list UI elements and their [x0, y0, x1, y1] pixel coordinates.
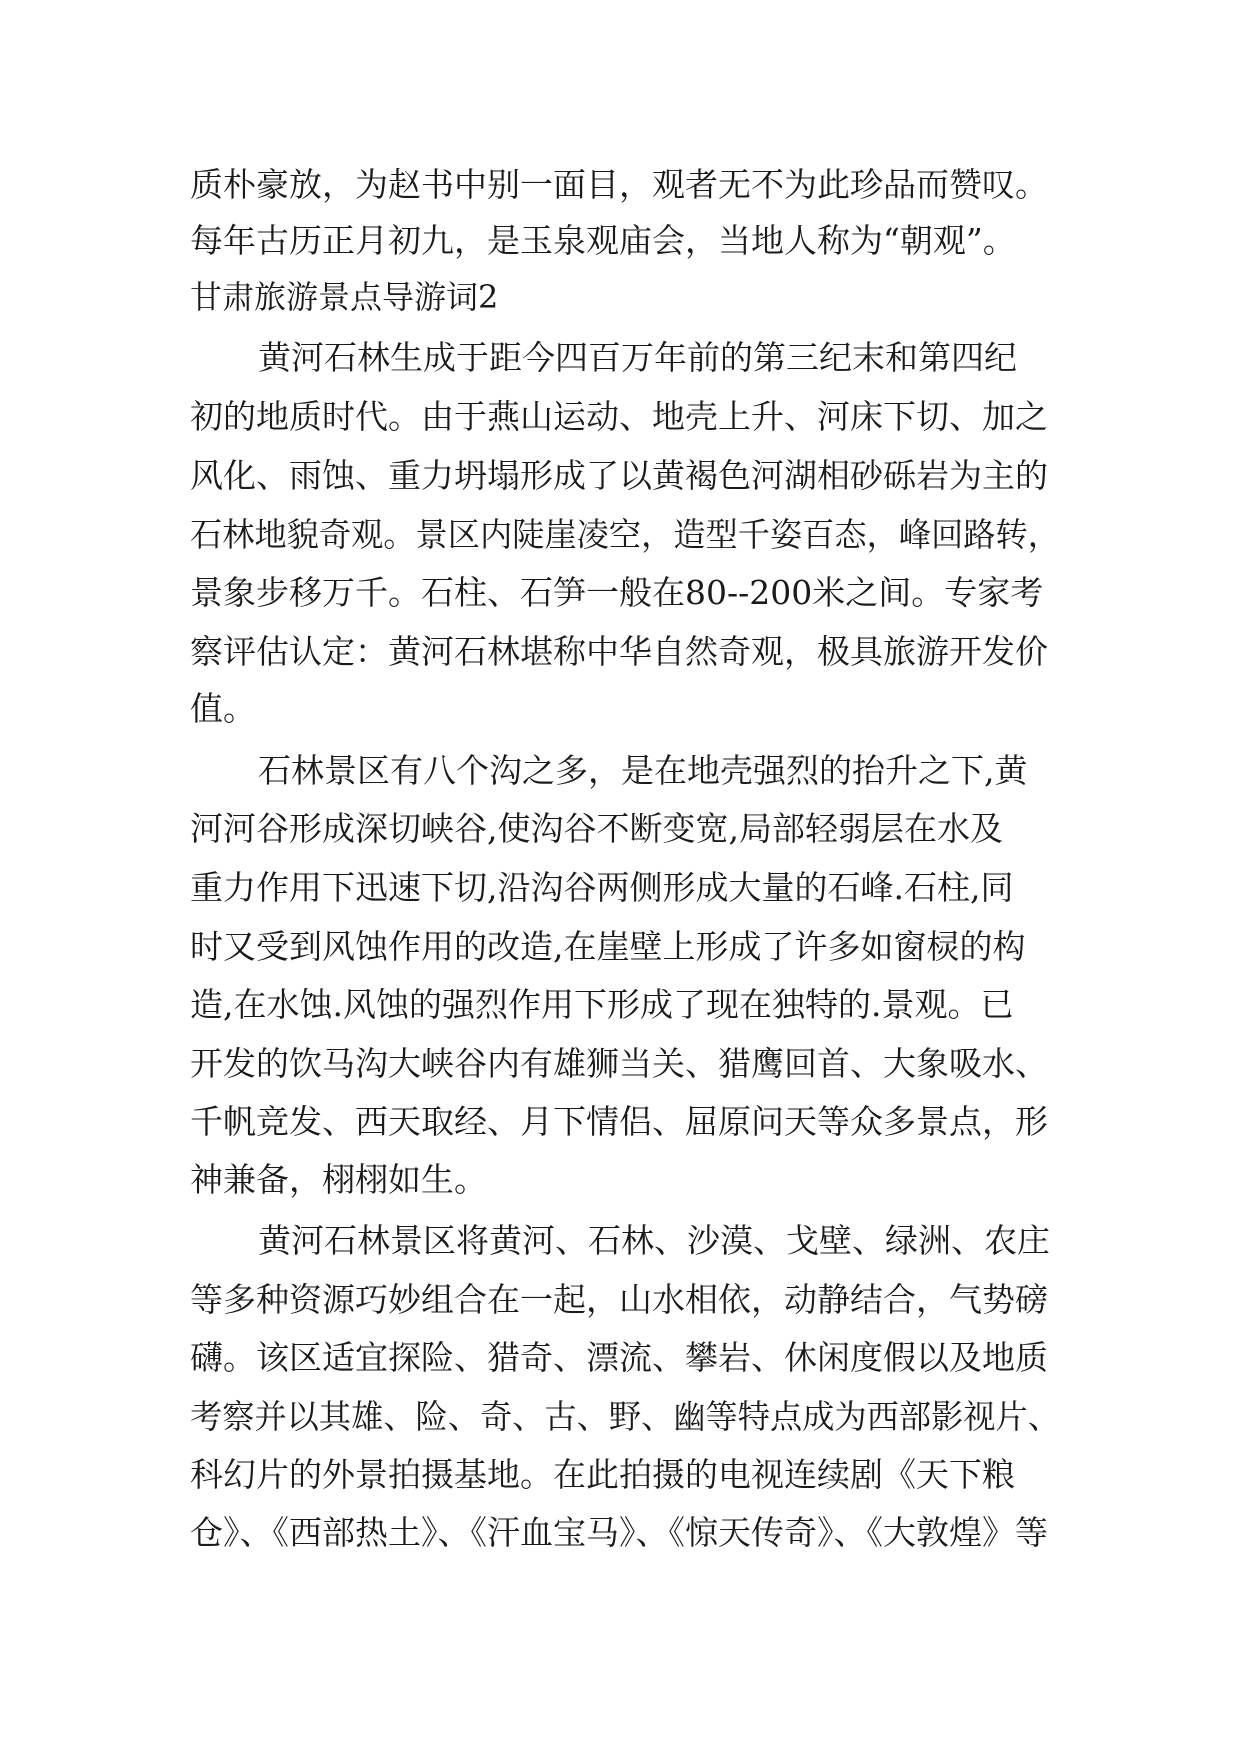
- paragraph-first-line: 石林景区有八个沟之多，是在地壳强烈的抬升之下,黄: [258, 751, 1028, 790]
- text-line: 景象步移万千。石柱、石笋一般在80--200米之间。专家考: [190, 573, 1044, 612]
- text-line: 仓》、《西部热土》、《汗血宝马》、《惊天传奇》、《大敦煌》等: [190, 1513, 1048, 1552]
- text-line: 察评估认定：黄河石林堪称中华自然奇观，极具旅游开发价: [190, 632, 1048, 671]
- text-line: 开发的饮马沟大峡谷内有雄狮当关、猎鹰回首、大象吸水、: [190, 1044, 1048, 1083]
- text-line: 风化、雨蚀、重力坍塌形成了以黄褐色河湖相砂砾岩为主的: [190, 456, 1048, 495]
- paragraph-first-line: 黄河石林生成于距今四百万年前的第三纪末和第四纪: [258, 338, 1017, 377]
- text-line: 等多种资源巧妙组合在一起，山水相依，动静结合，气势磅: [190, 1280, 1048, 1319]
- section-heading: 甘肃旅游景点导游词2: [190, 278, 499, 316]
- text-line: 每年古历正月初九，是玉泉观庙会，当地人称为“朝观”。: [190, 221, 1016, 260]
- text-line: 造,在水蚀.风蚀的强烈作用下形成了现在独特的.景观。已: [190, 985, 1014, 1024]
- text-line: 神兼备，栩栩如生。: [190, 1160, 487, 1199]
- text-line: 初的地质时代。由于燕山运动、地壳上升、河床下切、加之: [190, 397, 1048, 436]
- paragraph-first-line: 黄河石林景区将黄河、石林、沙漠、戈壁、绿洲、农庄: [258, 1221, 1050, 1260]
- text-line: 礴。该区适宜探险、猎奇、漂流、攀岩、休闲度假以及地质: [190, 1338, 1048, 1377]
- text-line: 时又受到风蚀作用的改造,在崖壁上形成了许多如窗棂的构: [190, 927, 1026, 966]
- text-line: 值。: [190, 689, 256, 728]
- text-line: 科幻片的外景拍摄基地。在此拍摄的电视连续剧《天下粮: [190, 1455, 1015, 1494]
- text-line: 质朴豪放，为赵书中别一面目，观者无不为此珍品而赞叹。: [190, 165, 1048, 204]
- text-line: 石林地貌奇观。景区内陡崖凌空，造型千姿百态，峰回路转，: [190, 515, 1060, 554]
- text-line: 重力作用下迅速下切,沿沟谷两侧形成大量的石峰.石柱,同: [190, 868, 1014, 907]
- text-line: 千帆竞发、西天取经、月下情侣、屈原问天等众多景点，形: [190, 1102, 1048, 1141]
- text-line: 河河谷形成深切峡谷,使沟谷不断变宽,局部轻弱层在水及: [190, 809, 1003, 848]
- text-line: 考察并以其雄、险、奇、古、野、幽等特点成为西部影视片、: [190, 1397, 1060, 1436]
